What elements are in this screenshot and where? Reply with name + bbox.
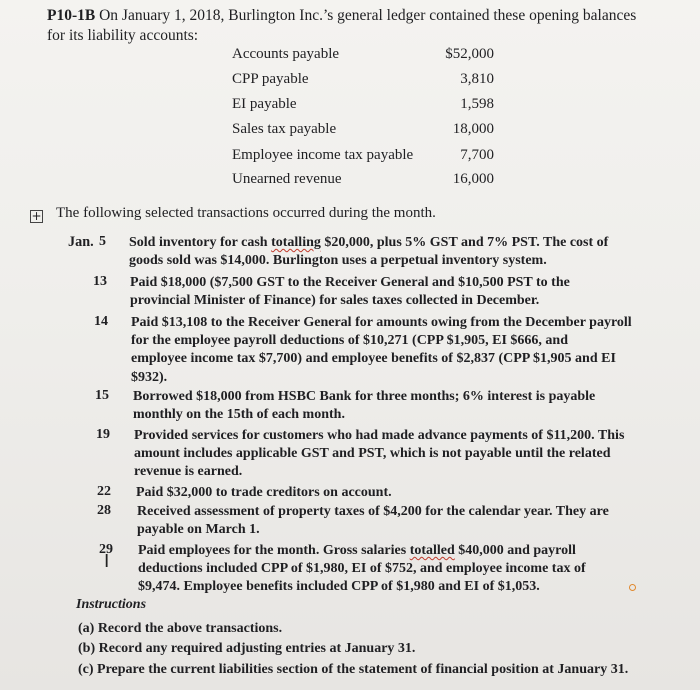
- balance-amount: 3,810: [460, 71, 494, 87]
- balance-label: Employee income tax payable: [232, 147, 414, 163]
- instruction-item: (a) Record the above transactions.: [78, 621, 283, 636]
- transaction-line: Borrowed $18,000 from HSBC Bank for three months; 6% interest is payable: [133, 389, 596, 404]
- problem-intro-line1: On January 1, 2018, Burlington Inc.’s general ledger contained these opening balances: [99, 7, 637, 24]
- balance-amount: 16,000: [452, 171, 494, 187]
- balance-amount: 1,598: [460, 96, 494, 112]
- transaction-day: 13: [93, 274, 107, 289]
- line-text: Paid employees for the month. Gross salaries: [138, 543, 410, 558]
- balance-amount: 18,000: [452, 121, 494, 137]
- transaction-line: [129, 234, 608, 251]
- balance-label: Sales tax payable: [232, 121, 337, 137]
- month-label: Jan.: [68, 234, 94, 250]
- transaction-line: $9,474. Employee benefits included CPP of $1,980 and EI of $1,053.: [138, 579, 540, 595]
- spellcheck-word: totalling: [271, 235, 321, 250]
- transaction-day: 22: [97, 484, 111, 499]
- transaction-day: 19: [96, 427, 110, 442]
- transaction-line: [138, 542, 576, 559]
- transaction-line: provincial Minister of Finance) for sales taxes collected in December.: [130, 293, 540, 309]
- transaction-day: 5: [99, 234, 106, 249]
- transaction-line: monthly on the 15th of each month.: [133, 407, 345, 423]
- circle-marker-icon: [629, 584, 636, 591]
- balance-row: [232, 147, 494, 171]
- problem-id: P10-1B: [47, 7, 96, 24]
- spellcheck-word: totalled: [409, 543, 455, 558]
- transaction-line: employee income tax $7,700) and employee benefits of $2,837 (CPP $1,905 and EI: [131, 351, 616, 367]
- balance-row: [232, 171, 494, 195]
- transaction-line: deductions included CPP of $1,980, EI of $752, and employee income tax of: [138, 561, 586, 577]
- balance-label: CPP payable: [232, 71, 309, 87]
- transactions-intro: The following selected transactions occurred during the month.: [56, 205, 436, 221]
- plus-box-icon[interactable]: +: [31, 209, 42, 223]
- transaction-line: Paid $13,108 to the Receiver General for amounts owing from the December payroll: [131, 315, 632, 330]
- balance-row: [232, 96, 494, 120]
- transaction-line: Provided services for customers who had made advance payments of $11,200. This: [134, 428, 625, 443]
- instructions-title: Instructions: [76, 597, 147, 612]
- balance-label: Accounts payable: [232, 46, 340, 62]
- transaction-line: Paid $32,000 to trade creditors on account.: [136, 485, 392, 500]
- transaction-line: payable on March 1.: [137, 522, 260, 538]
- balance-amount: $52,000: [445, 46, 494, 62]
- text-cursor-icon: I: [104, 551, 110, 572]
- problem-header: [47, 6, 636, 46]
- instruction-item: (c) Prepare the current liabilities section of the statement of financial position at January 31.: [78, 662, 629, 677]
- transaction-day: 28: [97, 503, 111, 518]
- transaction-day: 14: [94, 314, 108, 329]
- transaction-line: goods sold was $14,000. Burlington uses a perpetual inventory system.: [129, 253, 547, 269]
- balance-amount: 7,700: [460, 147, 494, 163]
- transaction-line: revenue is earned.: [134, 464, 243, 480]
- transaction-line: amount includes applicable GST and PST, which is not payable until the related: [134, 446, 611, 462]
- transaction-day: 29: [99, 542, 113, 557]
- balance-label: Unearned revenue: [232, 171, 342, 187]
- line-text: $40,000 and payroll: [454, 543, 576, 558]
- transaction-line: for the employee payroll deductions of $10,271 (CPP $1,905, EI $666, and: [131, 333, 568, 349]
- balance-row: [232, 71, 494, 95]
- balance-label: EI payable: [232, 96, 297, 112]
- transaction-line: Paid $18,000 ($7,500 GST to the Receiver General and $10,500 PST to the: [130, 275, 570, 290]
- instruction-item: (b) Record any required adjusting entries at January 31.: [78, 641, 416, 656]
- balance-row: [232, 121, 494, 145]
- transaction-line: $932).: [131, 369, 168, 385]
- transaction-line: Received assessment of property taxes of $4,200 for the calendar year. They are: [137, 504, 609, 519]
- problem-intro-line2: for its liability accounts:: [47, 27, 199, 44]
- transaction-day: 15: [95, 388, 109, 403]
- line-text: $20,000, plus 5% GST and 7% PST. The cost of: [320, 235, 609, 250]
- line-text: Sold inventory for cash: [129, 235, 272, 250]
- balance-row: [232, 46, 494, 70]
